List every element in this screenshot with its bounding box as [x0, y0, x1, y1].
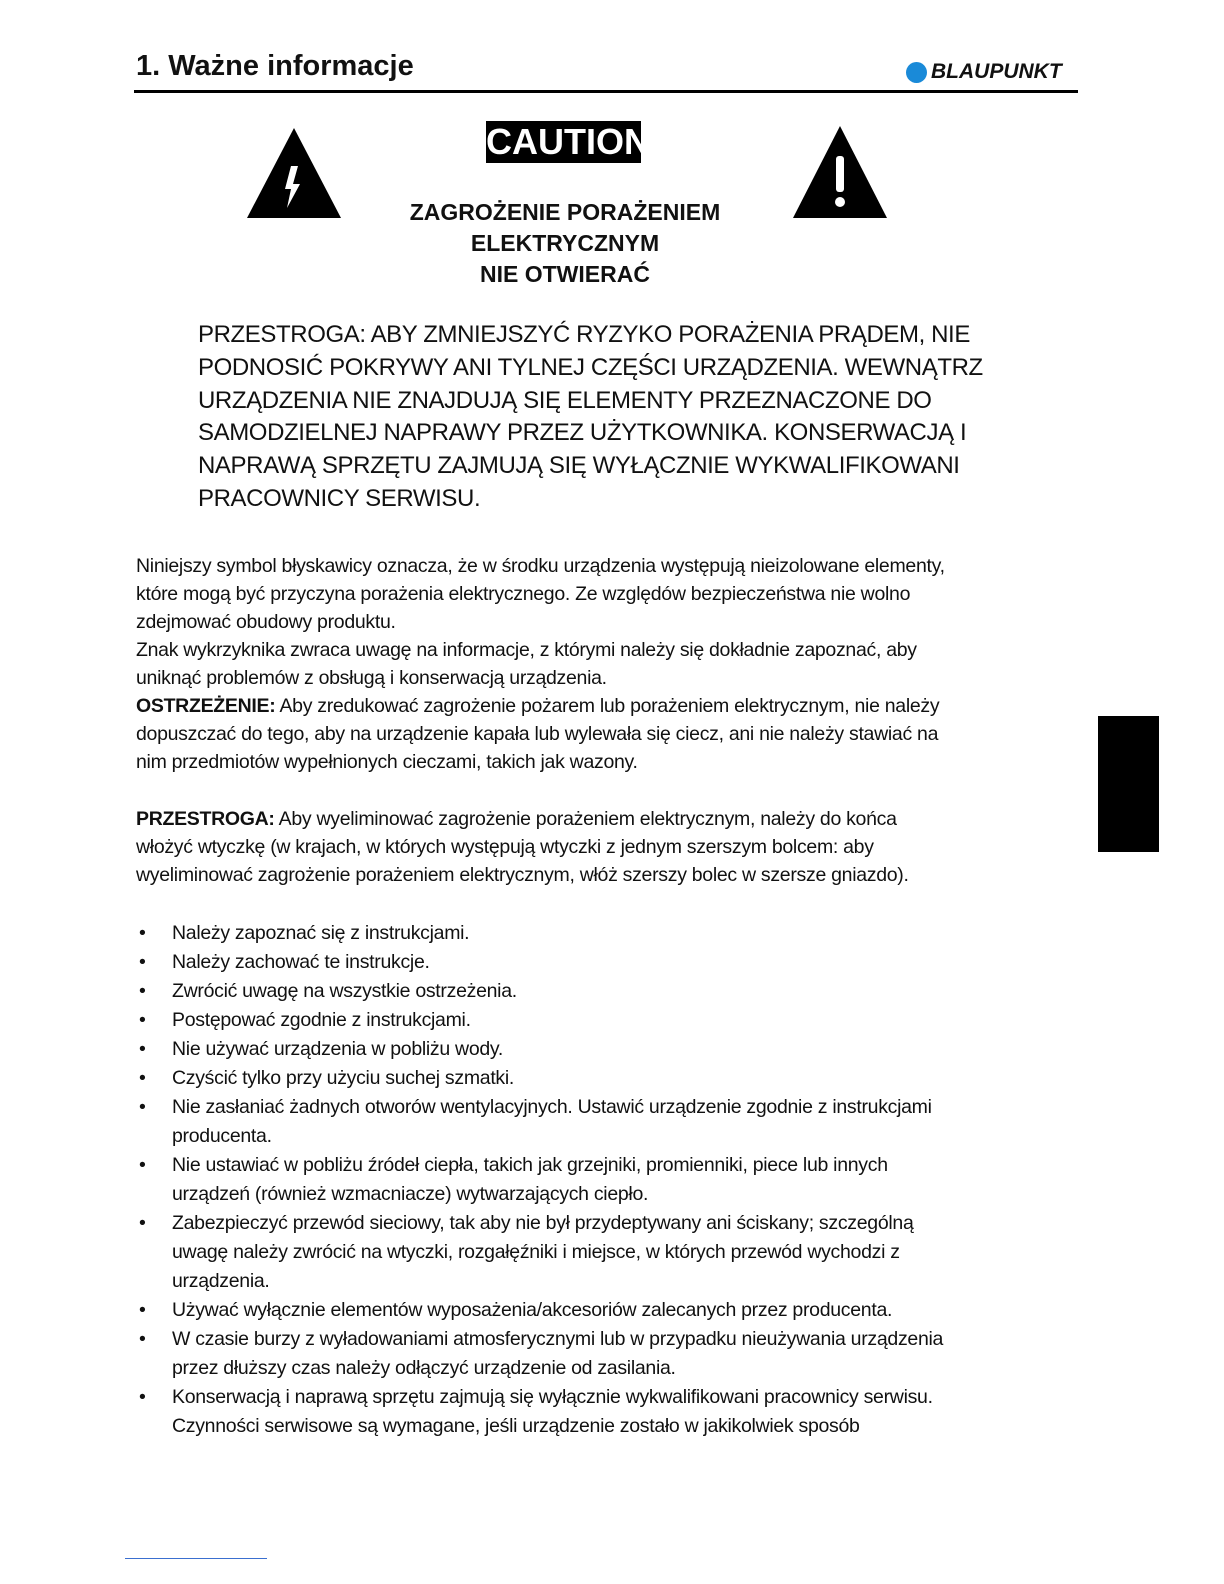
- caution-paragraph-label: PRZESTROGA:: [136, 808, 275, 830]
- list-item-line: Zwrócić uwagę na wszystkie ostrzeżenia.: [172, 980, 517, 1002]
- caution-notice-line: SAMODZIELNEJ NAPRAWY PRZEZ UŻYTKOWNIKA. KONSERWACJĄ I: [198, 419, 967, 447]
- brand-dot-icon: [906, 62, 927, 83]
- caution-label: CAUTION: [486, 121, 650, 162]
- bullet-icon: •: [139, 1328, 146, 1350]
- list-item: [136, 1325, 1096, 1383]
- paragraph-line: Niniejszy symbol błyskawicy oznacza, że w środku urządzenia występują nieizolowane elementy,: [136, 555, 945, 577]
- list-item: [136, 1035, 1096, 1064]
- shock-warning-line: ELEKTRYCZNYM: [470, 230, 660, 256]
- paragraph-line: Znak wykrzyknika zwraca uwagę na informacje, z którymi należy się dokładnie zapoznać, aby: [136, 639, 917, 661]
- list-item-text: [172, 1064, 514, 1093]
- list-item-text: [172, 919, 469, 948]
- paragraph-line: nim przedmiotów wypełnionych cieczami, takich jak wazony.: [136, 751, 638, 773]
- brand-name: BLAUPUNKT: [931, 60, 1062, 83]
- list-item-line: producenta.: [172, 1125, 272, 1147]
- list-item-text: [172, 977, 517, 1006]
- list-item: [136, 1296, 1096, 1325]
- shock-warning-line: NIE OTWIERAĆ: [480, 261, 650, 287]
- list-item-line: Nie używać urządzenia w pobliżu wody.: [172, 1038, 504, 1060]
- bullet-icon: •: [139, 1212, 146, 1234]
- paragraph-line: wyeliminować zagrożenie porażeniem elektrycznym, włóż szerszy bolec w szersze gniazdo).: [136, 864, 909, 886]
- list-item-line: W czasie burzy z wyładowaniami atmosferycznymi lub w przypadku nieużywania urządzenia: [172, 1328, 944, 1350]
- list-item-line: uwagę należy zwrócić na wtyczki, rozgałęźniki i miejsce, w których przewód wychodzi z: [172, 1241, 900, 1263]
- list-item-line: Używać wyłącznie elementów wyposażenia/akcesoriów zalecanych przez producenta.: [172, 1299, 893, 1321]
- list-item-line: Nie zasłaniać żadnych otworów wentylacyjnych. Ustawić urządzenie zgodnie z instrukcjami: [172, 1096, 932, 1118]
- list-item: [136, 919, 1096, 948]
- caution-paragraph-text: Aby wyeliminować zagrożenie porażeniem elektrycznym, należy do końca: [274, 808, 897, 830]
- shock-warning-line: ZAGROŻENIE PORAŻENIEM: [409, 199, 721, 225]
- brand-logo: [906, 58, 1062, 86]
- list-item: [136, 1151, 1096, 1209]
- caution-paragraph-first-line: [136, 805, 1086, 833]
- list-item-text: [172, 1325, 943, 1383]
- page-title: 1. Ważne informacje: [136, 50, 414, 82]
- list-item-text: [172, 1383, 933, 1441]
- warning-text: Aby zredukować zagrożenie pożarem lub porażeniem elektrycznym, nie należy: [275, 695, 940, 717]
- list-item-text: [172, 1209, 914, 1296]
- bullet-icon: •: [139, 1299, 146, 1321]
- list-item-line: Konserwacją i naprawą sprzętu zajmują się wyłącznie wykwalifikowani pracownicy serwisu.: [172, 1386, 933, 1408]
- section-tab-marker: [1098, 716, 1159, 852]
- bullet-icon: •: [139, 1067, 146, 1089]
- list-item-text: [172, 948, 430, 977]
- list-item: [136, 977, 1096, 1006]
- paragraph-line: które mogą być przyczyna porażenia elektrycznego. Ze względów bezpieczeństwa nie wolno: [136, 583, 911, 605]
- caution-notice: [198, 319, 998, 516]
- paragraph-line: uniknąć problemów z obsługą i konserwacją urządzenia.: [136, 667, 607, 689]
- list-item-line: Czynności serwisowe są wymagane, jeśli urządzenie zostało w jakikolwiek sposób: [172, 1415, 860, 1437]
- plug-caution: [136, 805, 1086, 889]
- list-item-line: Zabezpieczyć przewód sieciowy, tak aby nie był przydeptywany ani ściskany; szczególną: [172, 1212, 914, 1234]
- list-item-line: Należy zapoznać się z instrukcjami.: [172, 922, 470, 944]
- bullet-icon: •: [139, 1096, 146, 1118]
- list-item: [136, 1093, 1096, 1151]
- list-item: [136, 1383, 1096, 1441]
- header-divider: [134, 90, 1078, 93]
- list-item: [136, 948, 1096, 977]
- shock-warning: [380, 197, 750, 290]
- list-item-text: [172, 1296, 892, 1325]
- paragraph-line: włożyć wtyczkę (w krajach, w których występują wtyczki z jednym szerszym bolcem: aby: [136, 836, 874, 858]
- warning-paragraph-first-line: [136, 692, 1086, 720]
- caution-notice-line: NAPRAWĄ SPRZĘTU ZAJMUJĄ SIĘ WYŁĄCZNIE WYKWALIFIKOWANI: [198, 452, 960, 480]
- footer-divider: [125, 1558, 267, 1559]
- list-item-line: przez dłuższy czas należy odłączyć urządzenie od zasilania.: [172, 1357, 676, 1379]
- bullet-icon: •: [139, 922, 146, 944]
- list-item: [136, 1006, 1096, 1035]
- caution-notice-line: PODNOSIĆ POKRYWY ANI TYLNEJ CZĘŚCI URZĄDZENIA. WEWNĄTRZ: [198, 353, 983, 381]
- list-item-line: urządzenia.: [172, 1270, 270, 1292]
- list-item-text: [172, 1151, 888, 1209]
- warning-label: OSTRZEŻENIE:: [136, 695, 276, 717]
- bullet-icon: •: [139, 1038, 146, 1060]
- list-item-text: [172, 1035, 503, 1064]
- list-item-line: urządzeń (również wzmacniacze) wytwarzających ciepło.: [172, 1183, 649, 1205]
- bullet-icon: •: [139, 951, 146, 973]
- caution-notice-line: PRZESTROGA: ABY ZMNIEJSZYĆ RYZYKO PORAŻENIA PRĄDEM, NIE: [198, 321, 970, 348]
- bullet-icon: •: [139, 1154, 146, 1176]
- paragraph-line: dopuszczać do tego, aby na urządzenie kapała lub wylewała się ciecz, ani nie należy stawiać na: [136, 723, 939, 745]
- paragraph-line: zdejmować obudowy produktu.: [136, 611, 396, 633]
- list-item: [136, 1209, 1096, 1296]
- symbols-explanation: [136, 552, 1086, 776]
- lightning-warning-icon: [247, 128, 341, 218]
- bullet-icon: •: [139, 1386, 146, 1408]
- list-item-text: [172, 1006, 471, 1035]
- caution-notice-line: URZĄDZENIA NIE ZNAJDUJĄ SIĘ ELEMENTY PRZEZNACZONE DO: [198, 386, 932, 414]
- list-item: [136, 1064, 1096, 1093]
- list-item-line: Postępować zgodnie z instrukcjami.: [172, 1009, 471, 1031]
- list-item-line: Nie ustawiać w pobliżu źródeł ciepła, takich jak grzejniki, promienniki, piece lub innych: [172, 1154, 888, 1176]
- list-item-line: Należy zachować te instrukcje.: [172, 951, 430, 973]
- list-item-line: Czyścić tylko przy użyciu suchej szmatki.: [172, 1067, 515, 1089]
- list-item-text: [172, 1093, 932, 1151]
- exclamation-warning-icon: [793, 126, 887, 218]
- bullet-icon: •: [139, 980, 146, 1002]
- caution-notice-line: PRACOWNICY SERWISU.: [198, 484, 481, 512]
- bullet-icon: •: [139, 1009, 146, 1031]
- safety-instructions-list: [136, 919, 1096, 1441]
